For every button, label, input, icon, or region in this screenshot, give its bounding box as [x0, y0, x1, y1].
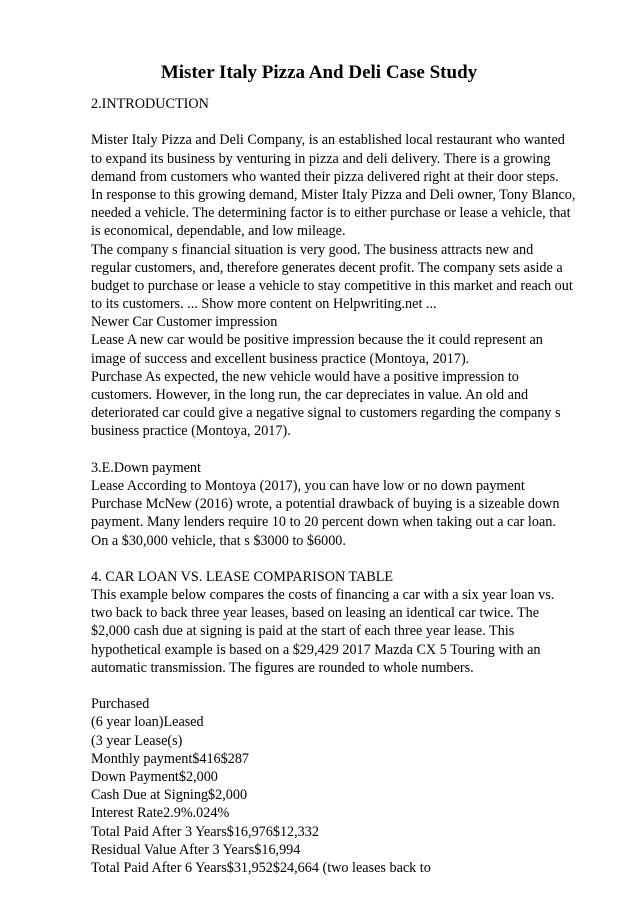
text-line: payment. Many lenders require 10 to 20 percent down when taking out a car loan.: [91, 514, 556, 531]
text-line: customers. However, in the long run, the car depreciates in value. An old and: [91, 387, 529, 403]
blank-line: [91, 441, 621, 459]
text-line: is economical, dependable, and low mileage.: [91, 223, 346, 240]
text-line: regular customers, and, therefore generates decent profit. The company sets aside a: [91, 259, 563, 276]
text-line: Interest Rate2.9%.024%: [91, 805, 230, 822]
text-line: Purchase As expected, the new vehicle would have a positive impression to: [91, 368, 519, 385]
text-line: Total Paid After 3 Years$16,976$12,332: [91, 823, 319, 840]
blank-line: [91, 550, 621, 568]
text-line: Down Payment$2,000: [91, 768, 218, 785]
text-line: automatic transmission. The figures are rounded to whole numbers.: [91, 659, 474, 676]
text-line: Lease According to Montoya (2017), you can have low or no down payment: [91, 477, 525, 494]
text-line: Mister Italy Pizza and Deli Company, is an established local restaurant who wanted: [91, 132, 565, 149]
text-line: deteriorated car could give a negative signal to customers regarding the company s: [91, 405, 561, 422]
text-line: Total Paid After 6 Years$31,952$24,664 (two leases back to: [91, 859, 431, 876]
blank-line: [91, 677, 621, 695]
blank-line: [91, 113, 621, 131]
text-line: The company s financial situation is very good. The business attracts new and: [91, 241, 534, 258]
text-line: Residual Value After 3 Years$16,994: [91, 841, 301, 858]
text-line: (6 year loan)Leased: [91, 714, 204, 731]
text-line: Cash Due at Signing$2,000: [91, 787, 248, 804]
text-line: 2.INTRODUCTION: [91, 96, 209, 112]
text-line: 4. CAR LOAN VS. LEASE COMPARISON TABLE: [91, 568, 394, 585]
text-line: On a $30,000 vehicle, that s $3000 to $6000.: [91, 532, 346, 549]
text-line: Lease A new car would be positive impression because the it could represent an: [91, 332, 543, 349]
document-title: Mister Italy Pizza And Deli Case Study: [160, 62, 478, 83]
text-line: image of success and excellent business practice (Montoya, 2017).: [91, 350, 470, 367]
text-line: two back to back three year leases, based on leasing an identical car twice. The: [91, 605, 540, 622]
text-line: This example below compares the costs of financing a car with a six year loan vs.: [91, 587, 555, 604]
text-line: needed a vehicle. The determining factor is to either purchase or lease a vehicle, that: [91, 205, 571, 222]
text-line: hypothetical example is based on a $29,429 2017 Mazda CX 5 Touring with an: [91, 641, 541, 658]
text-line: (3 year Lease(s): [91, 732, 183, 749]
document-body: [91, 95, 621, 877]
text-line: demand from customers who wanted their pizza delivered right at their door steps.: [91, 168, 559, 185]
text-line: $2,000 cash due at signing is paid at the start of each three year lease. This: [91, 623, 515, 640]
text-line: budget to purchase or lease a vehicle to stay competitive in this market and reach out: [91, 277, 573, 294]
text-line: Purchased: [91, 696, 150, 713]
text-line: Newer Car Customer impression: [91, 314, 278, 331]
text-line: 3.E.Down payment: [91, 459, 201, 476]
text-line: Purchase McNew (2016) wrote, a potential drawback of buying is a sizeable down: [91, 496, 560, 513]
text-line: In response to this growing demand, Mister Italy Pizza and Deli owner, Tony Blanco,: [91, 186, 576, 203]
text-line: to its customers. ... Show more content on Helpwriting.net ...: [91, 296, 437, 313]
text-line: to expand its business by venturing in pizza and deli delivery. There is a growing: [91, 150, 551, 167]
text-line: Monthly payment$416$287: [91, 750, 250, 767]
text-line: business practice (Montoya, 2017).: [91, 423, 291, 440]
